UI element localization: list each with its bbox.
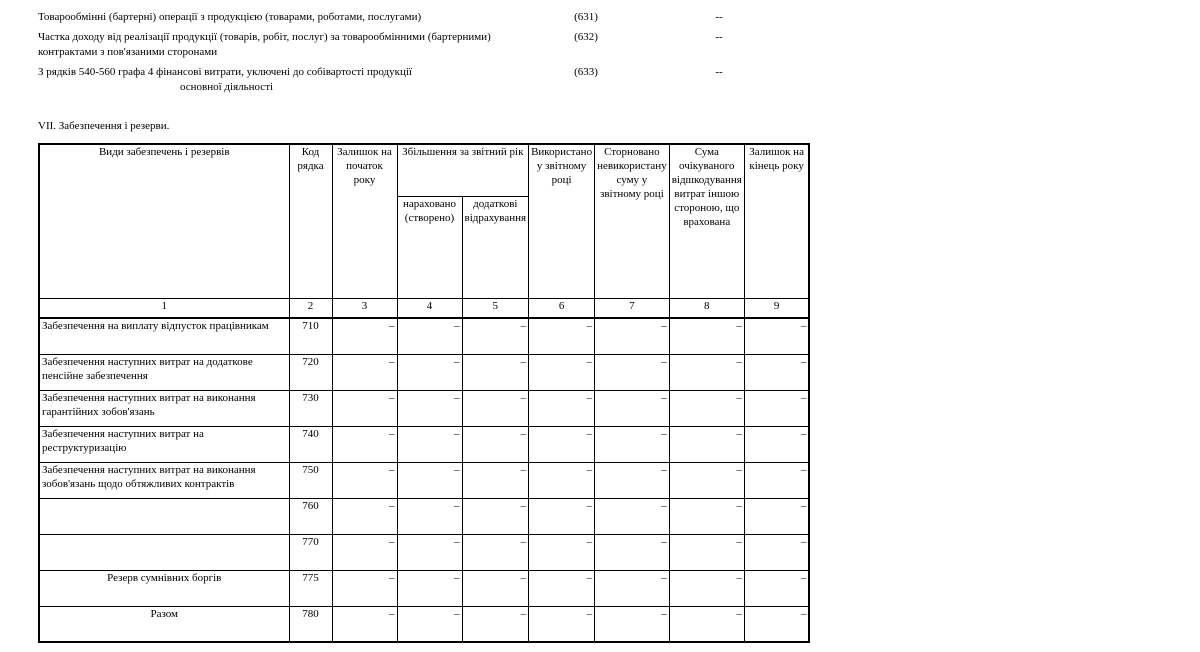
column-number: 4 <box>397 298 462 318</box>
info-code: (631) <box>574 11 598 23</box>
header-accrued: нараховано (створено) <box>397 196 462 298</box>
row-value: – <box>529 462 595 498</box>
row-name: Забезпечення наступних витрат на реструктуризацію <box>39 426 289 462</box>
info-code: (633) <box>574 66 598 78</box>
row-value: – <box>332 534 397 570</box>
info-label-line: Товарообмінні (бартерні) операції з продукцією (товарами, роботами, послугами) <box>38 11 422 23</box>
row-code: 710 <box>289 318 332 354</box>
row-value: – <box>744 498 809 534</box>
row-value: – <box>462 534 529 570</box>
column-number: 9 <box>744 298 809 318</box>
row-value: – <box>595 534 670 570</box>
row-value: – <box>332 318 397 354</box>
row-value: – <box>595 426 670 462</box>
info-label <box>38 65 518 95</box>
row-value: – <box>529 390 595 426</box>
row-value: – <box>595 318 670 354</box>
row-value: – <box>332 606 397 642</box>
row-value: – <box>744 462 809 498</box>
row-value: – <box>529 534 595 570</box>
row-value: – <box>397 318 462 354</box>
column-number-row <box>39 298 809 318</box>
row-value: – <box>462 390 529 426</box>
provisions-table <box>38 143 810 643</box>
row-value: – <box>669 318 744 354</box>
row-value: – <box>529 498 595 534</box>
info-label-line: основної діяльності <box>180 81 274 93</box>
row-value: – <box>529 606 595 642</box>
row-value: – <box>397 570 462 606</box>
row-value: – <box>397 354 462 390</box>
header-reversed: Сторновано невикористану суму у звітному році <box>595 144 670 298</box>
table-row <box>39 390 809 426</box>
row-value: – <box>332 354 397 390</box>
row-code: 760 <box>289 498 332 534</box>
info-value: -- <box>715 11 723 23</box>
row-value: – <box>744 570 809 606</box>
column-number: 8 <box>669 298 744 318</box>
row-name <box>39 498 289 534</box>
column-number: 2 <box>289 298 332 318</box>
row-value: – <box>397 606 462 642</box>
row-code: 775 <box>289 570 332 606</box>
table-row <box>39 318 809 354</box>
row-code: 720 <box>289 354 332 390</box>
row-value: – <box>397 426 462 462</box>
column-number: 5 <box>462 298 529 318</box>
row-value: – <box>744 354 809 390</box>
row-value: – <box>332 570 397 606</box>
row-name: Забезпечення наступних витрат на виконання зобов'язань щодо обтяжливих контрактів <box>39 462 289 498</box>
row-value: – <box>595 390 670 426</box>
row-value: – <box>397 498 462 534</box>
row-value: – <box>529 354 595 390</box>
header-code: Код рядка <box>289 144 332 298</box>
row-value: – <box>529 426 595 462</box>
row-code: 740 <box>289 426 332 462</box>
row-code: 730 <box>289 390 332 426</box>
info-label-line: З рядків 540-560 графа 4 фінансові витрати, уключені до собівартості продукції <box>38 66 412 78</box>
info-label-line: Частка доходу від реалізації продукції (товарів, робіт, послуг) за товарообмінними (бартерними) <box>38 31 491 43</box>
row-value: – <box>669 354 744 390</box>
info-label <box>38 30 518 60</box>
section-title: VII. Забезпечення і резерви. <box>38 120 170 132</box>
row-code: 770 <box>289 534 332 570</box>
row-value: – <box>669 426 744 462</box>
header-opening: Залишок на початок року <box>332 144 397 298</box>
row-value: – <box>669 462 744 498</box>
row-value: – <box>462 498 529 534</box>
row-name <box>39 534 289 570</box>
table-row <box>39 606 809 642</box>
table-row <box>39 462 809 498</box>
row-value: – <box>332 498 397 534</box>
table-row <box>39 534 809 570</box>
header-compensation: Сума очікуваного відшкодування витрат іншою стороною, що врахована <box>669 144 744 298</box>
row-value: – <box>462 354 529 390</box>
row-name: Забезпечення наступних витрат на додаткове пенсійне забезпечення <box>39 354 289 390</box>
row-value: – <box>529 570 595 606</box>
table-row <box>39 570 809 606</box>
header-type: Види забезпечень і резервів <box>39 144 289 298</box>
header-additional: додаткові відрахування <box>462 196 529 298</box>
table-row <box>39 426 809 462</box>
row-value: – <box>397 534 462 570</box>
column-number: 1 <box>39 298 289 318</box>
row-value: – <box>595 498 670 534</box>
row-value: – <box>462 318 529 354</box>
row-value: – <box>669 390 744 426</box>
row-value: – <box>669 606 744 642</box>
row-value: – <box>332 462 397 498</box>
header-increase: Збільшення за звітний рік <box>397 144 529 196</box>
info-value: -- <box>715 66 723 78</box>
row-value: – <box>462 606 529 642</box>
info-value: -- <box>715 31 723 43</box>
row-value: – <box>397 462 462 498</box>
row-value: – <box>462 570 529 606</box>
row-value: – <box>744 318 809 354</box>
column-number: 7 <box>595 298 670 318</box>
row-value: – <box>462 426 529 462</box>
header-closing: Залишок на кінець року <box>744 144 809 298</box>
row-name: Забезпечення на виплату відпусток працівникам <box>39 318 289 354</box>
row-value: – <box>595 462 670 498</box>
column-number: 3 <box>332 298 397 318</box>
row-value: – <box>595 606 670 642</box>
table-row <box>39 354 809 390</box>
row-value: – <box>744 426 809 462</box>
row-code: 780 <box>289 606 332 642</box>
row-value: – <box>669 498 744 534</box>
row-code: 750 <box>289 462 332 498</box>
row-value: – <box>529 318 595 354</box>
row-value: – <box>397 390 462 426</box>
info-label <box>38 10 518 25</box>
row-name: Разом <box>39 606 289 642</box>
table-row <box>39 498 809 534</box>
header-used: Використано у звітному році <box>529 144 595 298</box>
row-value: – <box>595 570 670 606</box>
row-name: Резерв сумнівних боргів <box>39 570 289 606</box>
row-value: – <box>332 426 397 462</box>
row-value: – <box>669 570 744 606</box>
row-value: – <box>332 390 397 426</box>
info-label-line: контрактами з пов'язаними сторонами <box>38 46 218 58</box>
row-value: – <box>669 534 744 570</box>
provisions-rows <box>39 318 809 642</box>
row-value: – <box>595 354 670 390</box>
info-code: (632) <box>574 31 598 43</box>
row-value: – <box>744 534 809 570</box>
row-value: – <box>462 462 529 498</box>
row-name: Забезпечення наступних витрат на виконання гарантійних зобов'язань <box>39 390 289 426</box>
row-value: – <box>744 390 809 426</box>
row-value: – <box>744 606 809 642</box>
column-number: 6 <box>529 298 595 318</box>
